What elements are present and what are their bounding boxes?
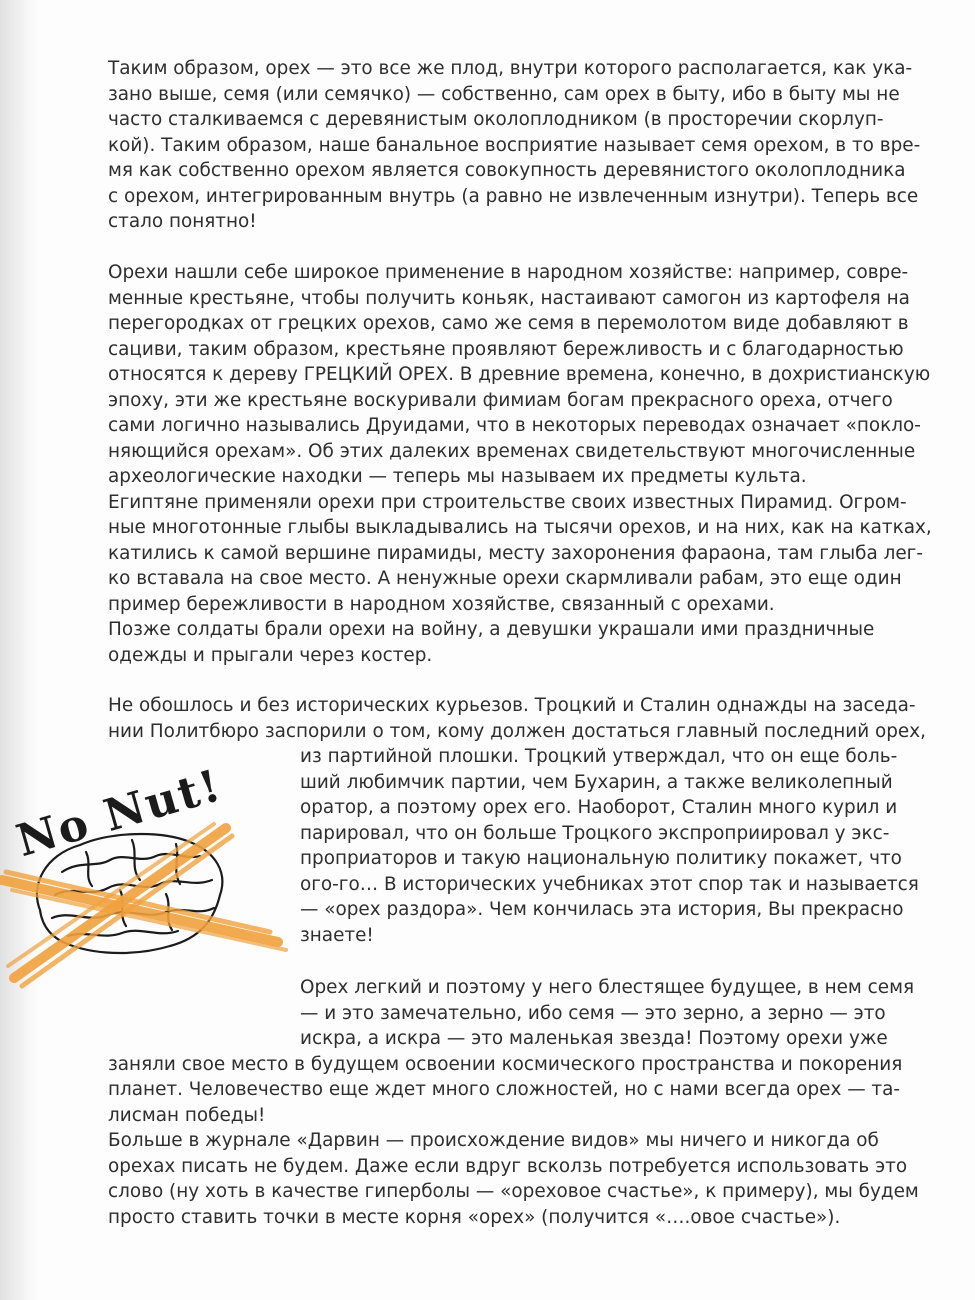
text-line: с орехом, интегрированным внутрь (а равно не извлеченным изнутри). Теперь все bbox=[108, 185, 919, 207]
text-line: ого-го… В исторических учебниках этот спор так и называется bbox=[300, 873, 919, 895]
text-line: Не обошлось и без исторических курьезов. Троцкий и Сталин однажды на заседа- bbox=[108, 695, 916, 716]
text-line: оратор, а поэтому орех его. Наоборот, Сталин много курил и bbox=[300, 797, 898, 818]
text-line: одежды и прыгали через костер. bbox=[108, 644, 433, 666]
text-line: просто ставить точки в месте корня «орех» (получится «….овое счастье»). bbox=[108, 1206, 841, 1228]
text-line: — «орех раздора». Чем кончилась эта история, Вы прекрасно bbox=[300, 899, 904, 920]
text-line: зано выше, семя (или семячко) — собственно, сам орех в быту, ибо в быту мы не bbox=[108, 83, 900, 105]
text-line: мя как собственно орехом является совокупность деревянистого околоплодника bbox=[108, 160, 906, 181]
text-line: проприаторов и такую национальную политику покажет, что bbox=[300, 848, 902, 869]
text-line: сами логично назывались Друидами, что в некоторых переводах означает «покло- bbox=[108, 415, 921, 436]
text-line: слово (ну хоть в качестве гиперболы — «ореховое счастье», к примеру), мы будем bbox=[108, 1181, 919, 1202]
text-line: Египтяне применяли орехи при строительстве своих известных Пирамид. Огром- bbox=[108, 491, 907, 513]
text-line: относятся к дереву ГРЕЦКИЙ ОРЕХ. В древние времена, конечно, в дохристианскую bbox=[108, 364, 931, 385]
text-line: часто сталкиваемся с деревянистым околоплодником (в просторечии скорлуп- bbox=[108, 109, 884, 130]
text-line: сациви, таким образом, крестьяне проявляют бережливость и с благодарностью bbox=[108, 338, 904, 360]
text-line: из партийной плошки. Троцкий утверждал, что он еще боль- bbox=[300, 746, 898, 767]
text-line: менные крестьяне, чтобы получить коньяк, настаивают самогон из картофеля на bbox=[108, 287, 910, 309]
text-line: археологические находки — теперь мы называем их предметы культа. bbox=[108, 466, 807, 487]
text-line: ший любимчик партии, чем Бухарин, а также великолепный bbox=[300, 771, 893, 793]
text-line: катились к самой вершине пирамиды, месту захоронения фараона, там глыба лег- bbox=[108, 542, 923, 564]
no-nut-lettering: No Nut! bbox=[11, 759, 228, 868]
text-line: парировал, что он больше Троцкого экспроприировал у экс- bbox=[300, 822, 890, 844]
text-line: заняли свое место в будущем освоении космического пространства и покорения bbox=[108, 1053, 903, 1075]
text-line: — и это замечательно, ибо семя — это зерно, а зерно — это bbox=[300, 1002, 886, 1024]
text-line: ные многотонные глыбы выкладывались на тысячи орехов, и на них, как на катках, bbox=[108, 517, 932, 538]
text-line: искра, а искра — это маленькая звезда! Поэтому орехи уже bbox=[300, 1028, 888, 1049]
text-line: планет. Человечество еще ждет много сложностей, но с нами всегда орех — та- bbox=[108, 1079, 901, 1100]
text-line: орехах писать не будем. Даже если вдруг всколзь потребуется использовать это bbox=[108, 1155, 908, 1177]
text-line: перегородках от грецких орехов, само же семя в перемолотом виде добавляют в bbox=[108, 313, 909, 334]
page-gutter-shadow bbox=[0, 0, 38, 1300]
text-line: няющийся орехам». Об этих далеких временах свидетельствуют многочисленные bbox=[108, 440, 916, 462]
text-line: кой). Таким образом, наше банальное восприятие называет семя орехом, в то вре- bbox=[108, 134, 921, 156]
text-line: Позже солдаты брали орехи на войну, а девушки украшали ими праздничные bbox=[108, 619, 875, 640]
text-line: пример бережливости в народном хозяйстве, связанный с орехами. bbox=[108, 593, 775, 615]
text-line: Орехи нашли себе широкое применение в народном хозяйстве: например, совре- bbox=[108, 262, 909, 283]
text-line: стало понятно! bbox=[108, 211, 257, 232]
crossed-out-walnut-icon bbox=[0, 760, 292, 990]
text-line: нии Политбюро заспорили о том, кому должен достаться главный последний орех, bbox=[108, 720, 926, 742]
text-line: ко вставала на свое место. А ненужные орехи скармливали рабам, это еще один bbox=[108, 568, 902, 589]
text-line: эпоху, эти же крестьяне воскуривали фимиам богам прекрасного ореха, отчего bbox=[108, 389, 893, 411]
text-line: Таким образом, орех — это все же плод, внутри которого располагается, как ука- bbox=[108, 58, 913, 79]
text-line: лисман победы! bbox=[108, 1104, 266, 1126]
text-line: Больше в журнале «Дарвин — происхождение видов» мы ничего и никогда об bbox=[108, 1130, 879, 1151]
text-line: знаете! bbox=[300, 924, 374, 946]
text-line: Орех легкий и поэтому у него блестящее будущее, в нем семя bbox=[300, 977, 915, 998]
